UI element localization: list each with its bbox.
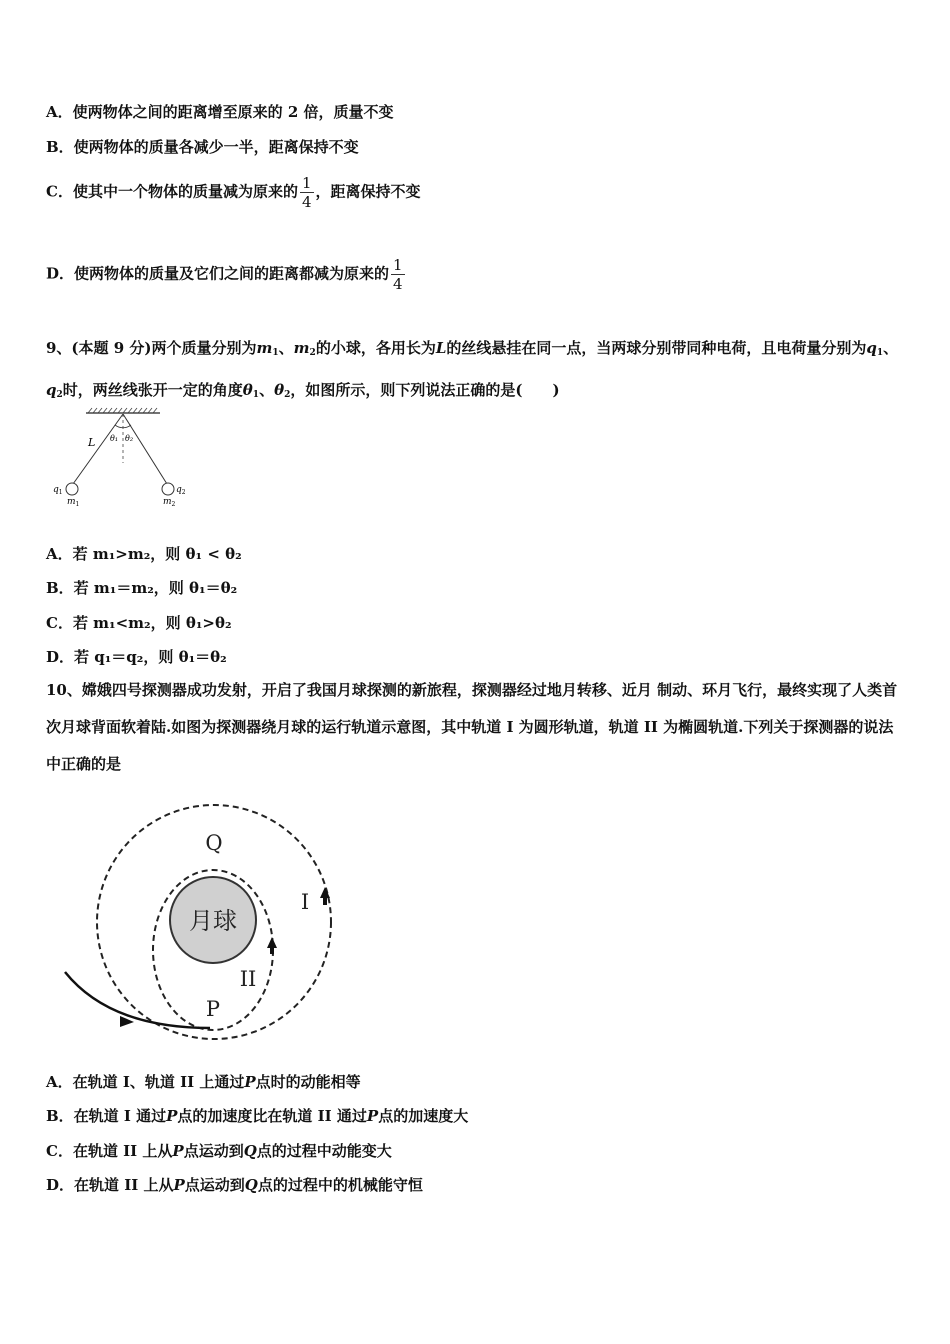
label-theta2: θ₂ xyxy=(125,434,134,443)
q10-option-b[interactable]: B．在轨道 I 通过P点的加速度比在轨道 II 通过P点的加速度大 xyxy=(46,1107,469,1125)
q9-stem: 9、(本题 9 分)两个质量分别为$m_1$、$m_2$的小球，各用长为L的丝线悬挂在同一点，当两球分别带同种电荷，且电荷量分别为$q_1$、$q_2$时，两丝线张开一定的角度$\theta_1$、$\theta_2$，如图所示，则下列说法正确的是( ) xyxy=(46,339,899,400)
orbit-i-arrow-tail xyxy=(323,897,327,905)
label-m1: $m_1$ xyxy=(67,497,80,508)
orbit-ii-label: II xyxy=(239,967,257,991)
q8-option-d[interactable] xyxy=(46,256,407,293)
q9-option-c[interactable]: C．若 m₁<m₂，则 θ₁>θ₂ xyxy=(46,614,232,632)
approach-trajectory xyxy=(65,972,210,1028)
fraction-one-quarter: $\frac{1}{4}$ xyxy=(301,174,312,211)
label-q1: $q_1$ xyxy=(53,485,63,496)
q8-option-a[interactable]: A．使两物体之间的距离增至原来的 2 倍，质量不变 xyxy=(46,103,394,121)
point-q-label: Q xyxy=(205,831,223,855)
q8-option-b[interactable]: B．使两物体的质量各减少一半，距离保持不变 xyxy=(46,138,359,156)
left-thread xyxy=(73,414,123,484)
orbit-ii-arrow xyxy=(267,937,277,948)
q8-option-d-text: D．使两物体的质量及它们之间的距离都减为原来的 xyxy=(46,264,390,283)
orbit-i-arrow xyxy=(320,887,330,898)
q10-option-d[interactable]: D．在轨道 II 上从P点运动到Q点的过程中的机械能守恒 xyxy=(46,1176,423,1194)
right-thread xyxy=(123,414,167,484)
q9-option-a[interactable]: A．若 m₁>m₂，则 θ₁ < θ₂ xyxy=(46,545,242,563)
q8-option-c[interactable] xyxy=(46,174,421,211)
label-m2: $m_2$ xyxy=(163,497,176,508)
q9-option-d[interactable]: D．若 q₁＝q₂，则 θ₁＝θ₂ xyxy=(46,648,227,666)
left-ball xyxy=(66,483,78,495)
point-p-label: P xyxy=(205,997,221,1021)
label-theta1: θ₁ xyxy=(110,434,119,443)
right-ball xyxy=(162,483,174,495)
q10-stem: 10、嫦娥四号探测器成功发射，开启了我国月球探测的新旅程，探测器经过地月转移、近月 制动、环月飞行，最终实现了人类首次月球背面软着陆.如图为探测器绕月球的运行轨道示意图，其中轨道 I 为圆形轨道，轨道 II 为椭圆轨道.下列关于探测器的说法中正确的是 xyxy=(46,681,898,773)
orbit-i-label: I xyxy=(300,890,310,914)
orbit-ii-arrow-tail xyxy=(270,947,274,954)
q10-option-c[interactable]: C．在轨道 II 上从P点运动到Q点的过程中动能变大 xyxy=(46,1142,392,1160)
q8-option-c-tail: ，距离保持不变 xyxy=(315,182,421,201)
q8-option-c-text: C．使其中一个物体的质量减为原来的 xyxy=(46,182,298,201)
fraction-one-quarter: $\frac{1}{4}$ xyxy=(393,256,403,293)
moon-label: 月球 xyxy=(189,907,237,935)
q10-option-a[interactable]: A．在轨道 I、轨道 II 上通过P点时的动能相等 xyxy=(46,1073,361,1091)
label-L: L xyxy=(88,436,96,449)
q9-pendulum-diagram xyxy=(48,405,198,510)
q9-option-b[interactable]: B．若 m₁＝m₂，则 θ₁＝θ₂ xyxy=(46,579,238,597)
label-q2: $q_2$ xyxy=(176,485,186,496)
q10-orbit-diagram xyxy=(60,790,350,1040)
